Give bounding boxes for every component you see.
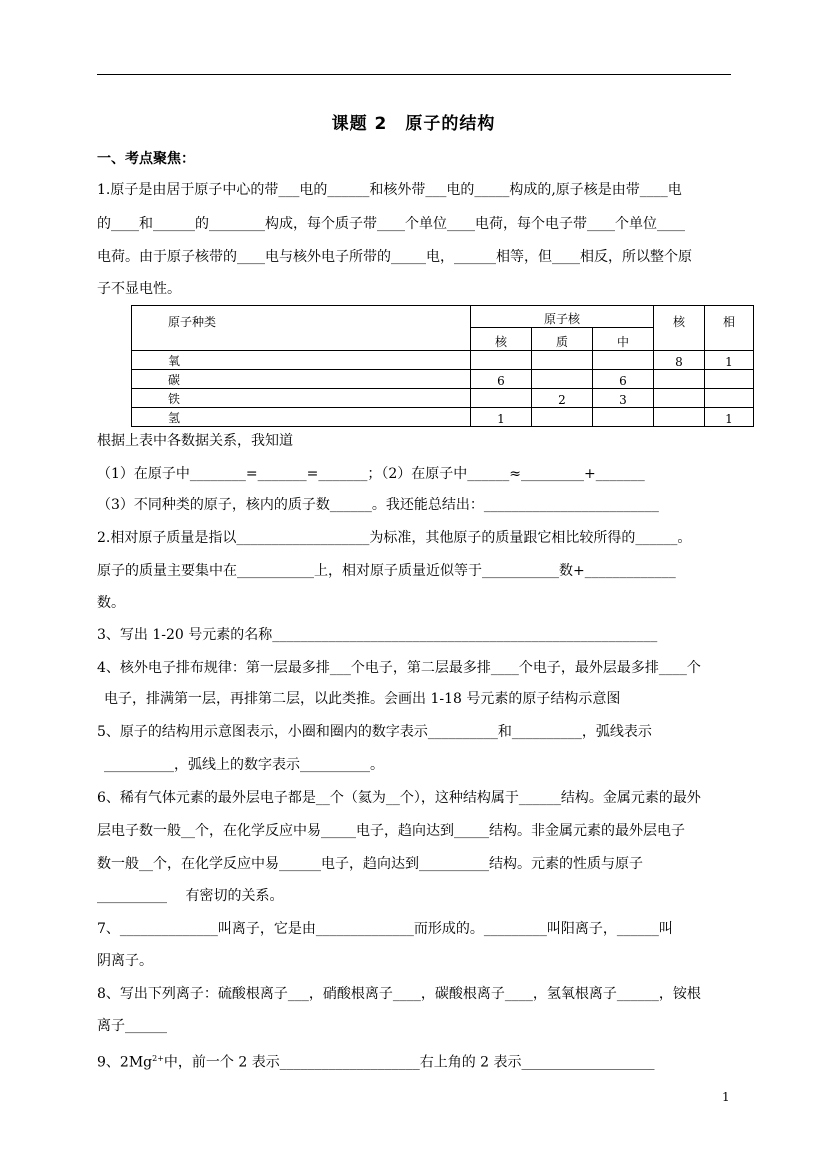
row-cell [471, 351, 532, 370]
text-line-4: 子不显电性。 [97, 281, 181, 297]
row-name: 氢 [132, 408, 471, 427]
atom-table [131, 305, 754, 427]
text-line-18: 数一般__个，在化学反应中易______电子，趋向达到__________结构。元素的性质与原子 [97, 856, 643, 872]
row-cell [705, 389, 754, 408]
section-heading: 一、考点聚焦： [97, 151, 195, 167]
text-line-21: 阴离子。 [97, 953, 153, 969]
row-cell [654, 389, 705, 408]
row-name: 铁 [132, 389, 471, 408]
text-line-10: 数。 [97, 595, 125, 611]
row-name: 氧 [132, 351, 471, 370]
row-cell: 8 [654, 351, 705, 370]
text-line-9: 原子的质量主要集中在___________上，相对原子质量近似等于___________数+_____________ [97, 563, 676, 579]
text-line-22: 8、写出下列离子：硫酸根离子___，硝酸根离子____，碳酸根离子____，氢氧根离子______，铵根 [97, 986, 701, 1002]
table-header-sub1: 核 [471, 327, 532, 350]
text-line-2: 的____和______的________构成，每个质子带____个单位____电荷，每个电子带____个单位____ [97, 216, 685, 232]
row-cell [593, 351, 654, 370]
table-header-nucleus: 原子核 [471, 306, 654, 328]
table-header-atom-type: 原子种类 [132, 306, 471, 351]
page-title: 课题 2 原子的结构 [331, 114, 496, 134]
text-line-12: 4、核外电子排布规律：第一层最多排___个电子，第二层最多排____个电子，最外层最多排____个 [97, 660, 701, 676]
text-line-1: 1.原子是由居于原子中心的带___电的______和核外带___电的_____构成的,原子核是由带____电 [97, 182, 682, 198]
row-cell [593, 408, 654, 427]
text-line-20: 7、______________叫离子，它是由______________而形成的。_________叫阳离子，______叫 [97, 921, 673, 937]
table-header-sub3: 中 [593, 327, 654, 350]
row-cell [705, 370, 754, 389]
text-line-17: 层电子数一般__个，在化学反应中易_____电子，趋向达到_____结构。非金属元素的最外层电子 [97, 823, 685, 839]
row-cell [654, 370, 705, 389]
row-cell: 6 [471, 370, 532, 389]
text-line-14: 5、原子的结构用示意图表示，小圈和圈内的数字表示__________和__________，弧线表示 [97, 724, 652, 740]
row-cell [532, 370, 593, 389]
text-line-6: （1）在原子中________=_______=_______；（2）在原子中______≈_________+_______ [97, 466, 645, 482]
row-cell: 2 [532, 389, 593, 408]
row-cell: 3 [593, 389, 654, 408]
table-row [132, 370, 754, 389]
row-cell: 1 [705, 351, 754, 370]
header-rule [97, 74, 731, 75]
text-line-13: 电子，排满第一层，再排第二层，以此类推。会画出 1-18 号元素的原子结构示意图 [104, 691, 621, 707]
row-cell: 1 [705, 408, 754, 427]
text-line-7: （3）不同种类的原子，核内的质子数______。我还能总结出：_________________________ [97, 497, 659, 513]
text-line-24 [97, 1049, 733, 1073]
ion-formula: 9、2Mg [97, 1054, 153, 1071]
row-cell: 1 [471, 408, 532, 427]
table-header-col5: 相 [705, 306, 754, 351]
table-row [132, 408, 754, 427]
row-cell [532, 408, 593, 427]
text-line-11: 3、写出 1-20 号元素的名称_______________________________________________________ [97, 627, 658, 643]
row-cell [471, 389, 532, 408]
row-name: 碳 [132, 370, 471, 389]
table-header-sub2: 质 [532, 327, 593, 350]
page-number: 1 [722, 1090, 730, 1104]
table-header-col4: 核 [654, 306, 705, 351]
row-cell [532, 351, 593, 370]
text-line-19: __________ 有密切的关系。 [97, 888, 284, 904]
text-line-15: __________，弧线上的数字表示__________。 [104, 757, 384, 773]
row-cell: 6 [593, 370, 654, 389]
table-row [132, 351, 754, 370]
ion-question: 中，前一个 2 表示____________________右上角的 2 表示___________________ [163, 1054, 655, 1071]
text-line-23: 离子______ [97, 1018, 167, 1034]
text-line-3: 电荷。由于原子核带的____电与核外电子所带的_____电，______相等，但____相反，所以整个原 [97, 249, 692, 265]
text-line-5: 根据上表中各数据关系，我知道 [97, 433, 293, 449]
text-line-8: 2.相对原子质量是指以___________________为标准，其他原子的质量跟它相比较所得的______。 [97, 530, 692, 546]
text-line-16: 6、稀有气体元素的最外层电子都是__个（氦为__个），这种结构属于______结构。金属元素的最外 [97, 790, 701, 806]
ion-charge: 2+ [152, 1054, 164, 1063]
table-row [132, 389, 754, 408]
row-cell [654, 408, 705, 427]
